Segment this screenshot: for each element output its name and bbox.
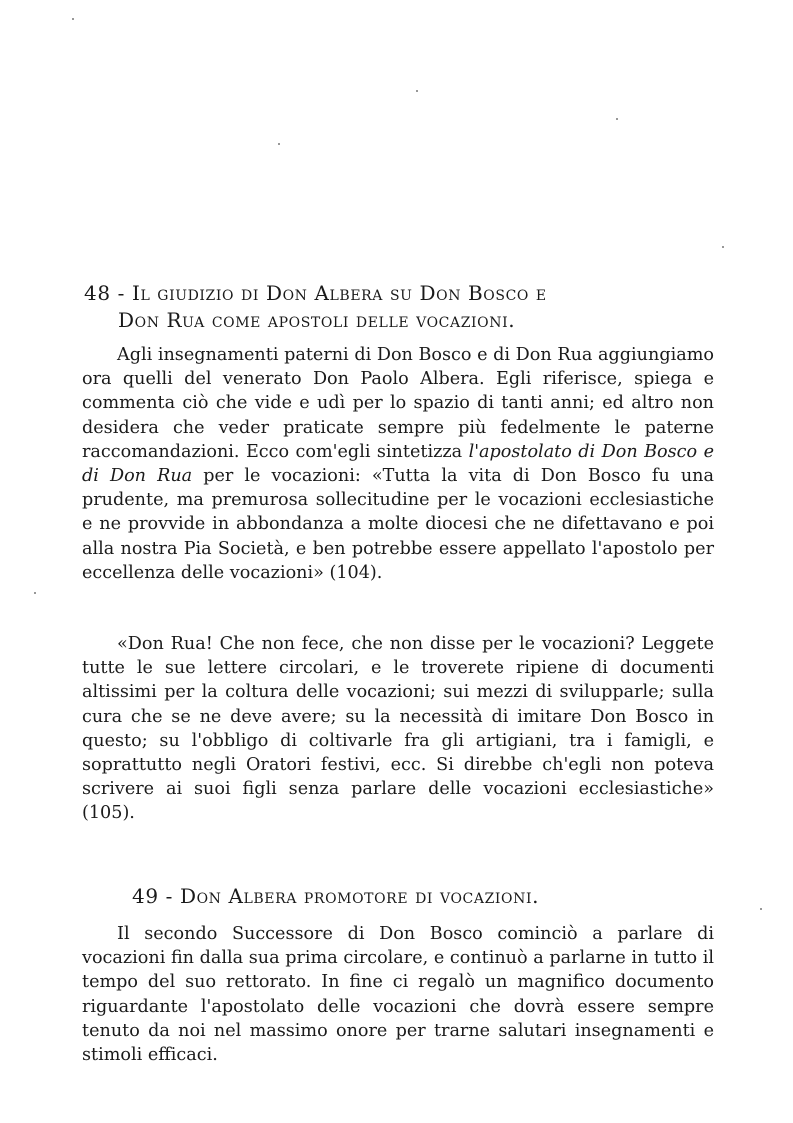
section-48-number: 48 - [84, 281, 125, 305]
section-49-heading [132, 884, 539, 908]
scan-speck [616, 118, 618, 120]
scan-speck [34, 592, 36, 594]
paragraph-3-text: Il secondo Successore di Don Bosco cominciò a parlare di vocazioni fin dalla sua prima circolare, e continuò a parlarne in tutto il tempo del suo rettorato. In fine ci regalò un magnifico documento riguardante l'apostolato delle vocazioni che dovrà essere sempre tenuto da noi nel massimo onore per trarne salutari insegnamenti e stimoli efficaci. [82, 924, 714, 1066]
paragraph-1-text-b: per le vocazioni: «Tutta la vita di Don Bosco fu una prudente, ma premurosa sollecitudine per le vocazioni ecclesiastiche e ne provvide in abbondanza a molte diocesi che ne difettavano e poi alla nostra Pia Società, e ben potrebbe essere appellato l'apostolo per eccellenza delle vocazioni» (104). [82, 466, 714, 583]
section-48-title-line2: Don Rua come apostoli delle vocazioni. [118, 308, 516, 332]
scan-speck [416, 90, 418, 92]
scan-speck [722, 246, 724, 248]
section-48-heading-line1 [84, 281, 547, 305]
section-49-number: 49 - [132, 884, 173, 908]
paragraph-1-italic: l'apostolato di Don Bosco e di Don Rua [82, 441, 714, 487]
paragraph-2-text: «Don Rua! Che non fece, che non disse per le vocazioni? Leggete tutte le sue lettere circolari, e le troverete ripiene di documenti altissimi per la coltura delle vocazioni; sui mezzi di svilupparle; sulla cura che se ne deve avere; su la necessità di imitare Don Bosco in questo; su l'obbligo di coltivarle fra gli artigiani, tra i famigli, e soprattutto negli Oratori festivi, ecc. Si direbbe ch'egli non poteva scrivere ai suoi figli senza parlare delle vocazioni ecclesiastiche» (105). [82, 634, 714, 824]
section-49-title: Don Albera promotore di vocazioni. [179, 884, 540, 908]
section-48-paragraph-2 [82, 632, 714, 826]
scan-speck [760, 908, 762, 910]
scan-speck [72, 18, 74, 20]
section-48-paragraph-1 [82, 343, 714, 585]
section-48-heading-line2 [118, 308, 515, 332]
paragraph-1-text-a: Agli insegnamenti paterni di Don Bosco e di Don Rua aggiungiamo ora quelli del venerato Don Paolo Albera. Egli riferisce, spiega e commenta ciò che vide e udì per lo spazio di tanti anni; ed altro non desidera che veder praticate sempre più fedelmente le paterne raccomandazioni. Ecco com'egli sintetizza [82, 345, 714, 462]
section-48-title-line1: Il giudizio di Don Albera su Don Bosco e [131, 281, 547, 305]
scan-speck [278, 143, 280, 145]
section-49-paragraph [82, 922, 714, 1067]
